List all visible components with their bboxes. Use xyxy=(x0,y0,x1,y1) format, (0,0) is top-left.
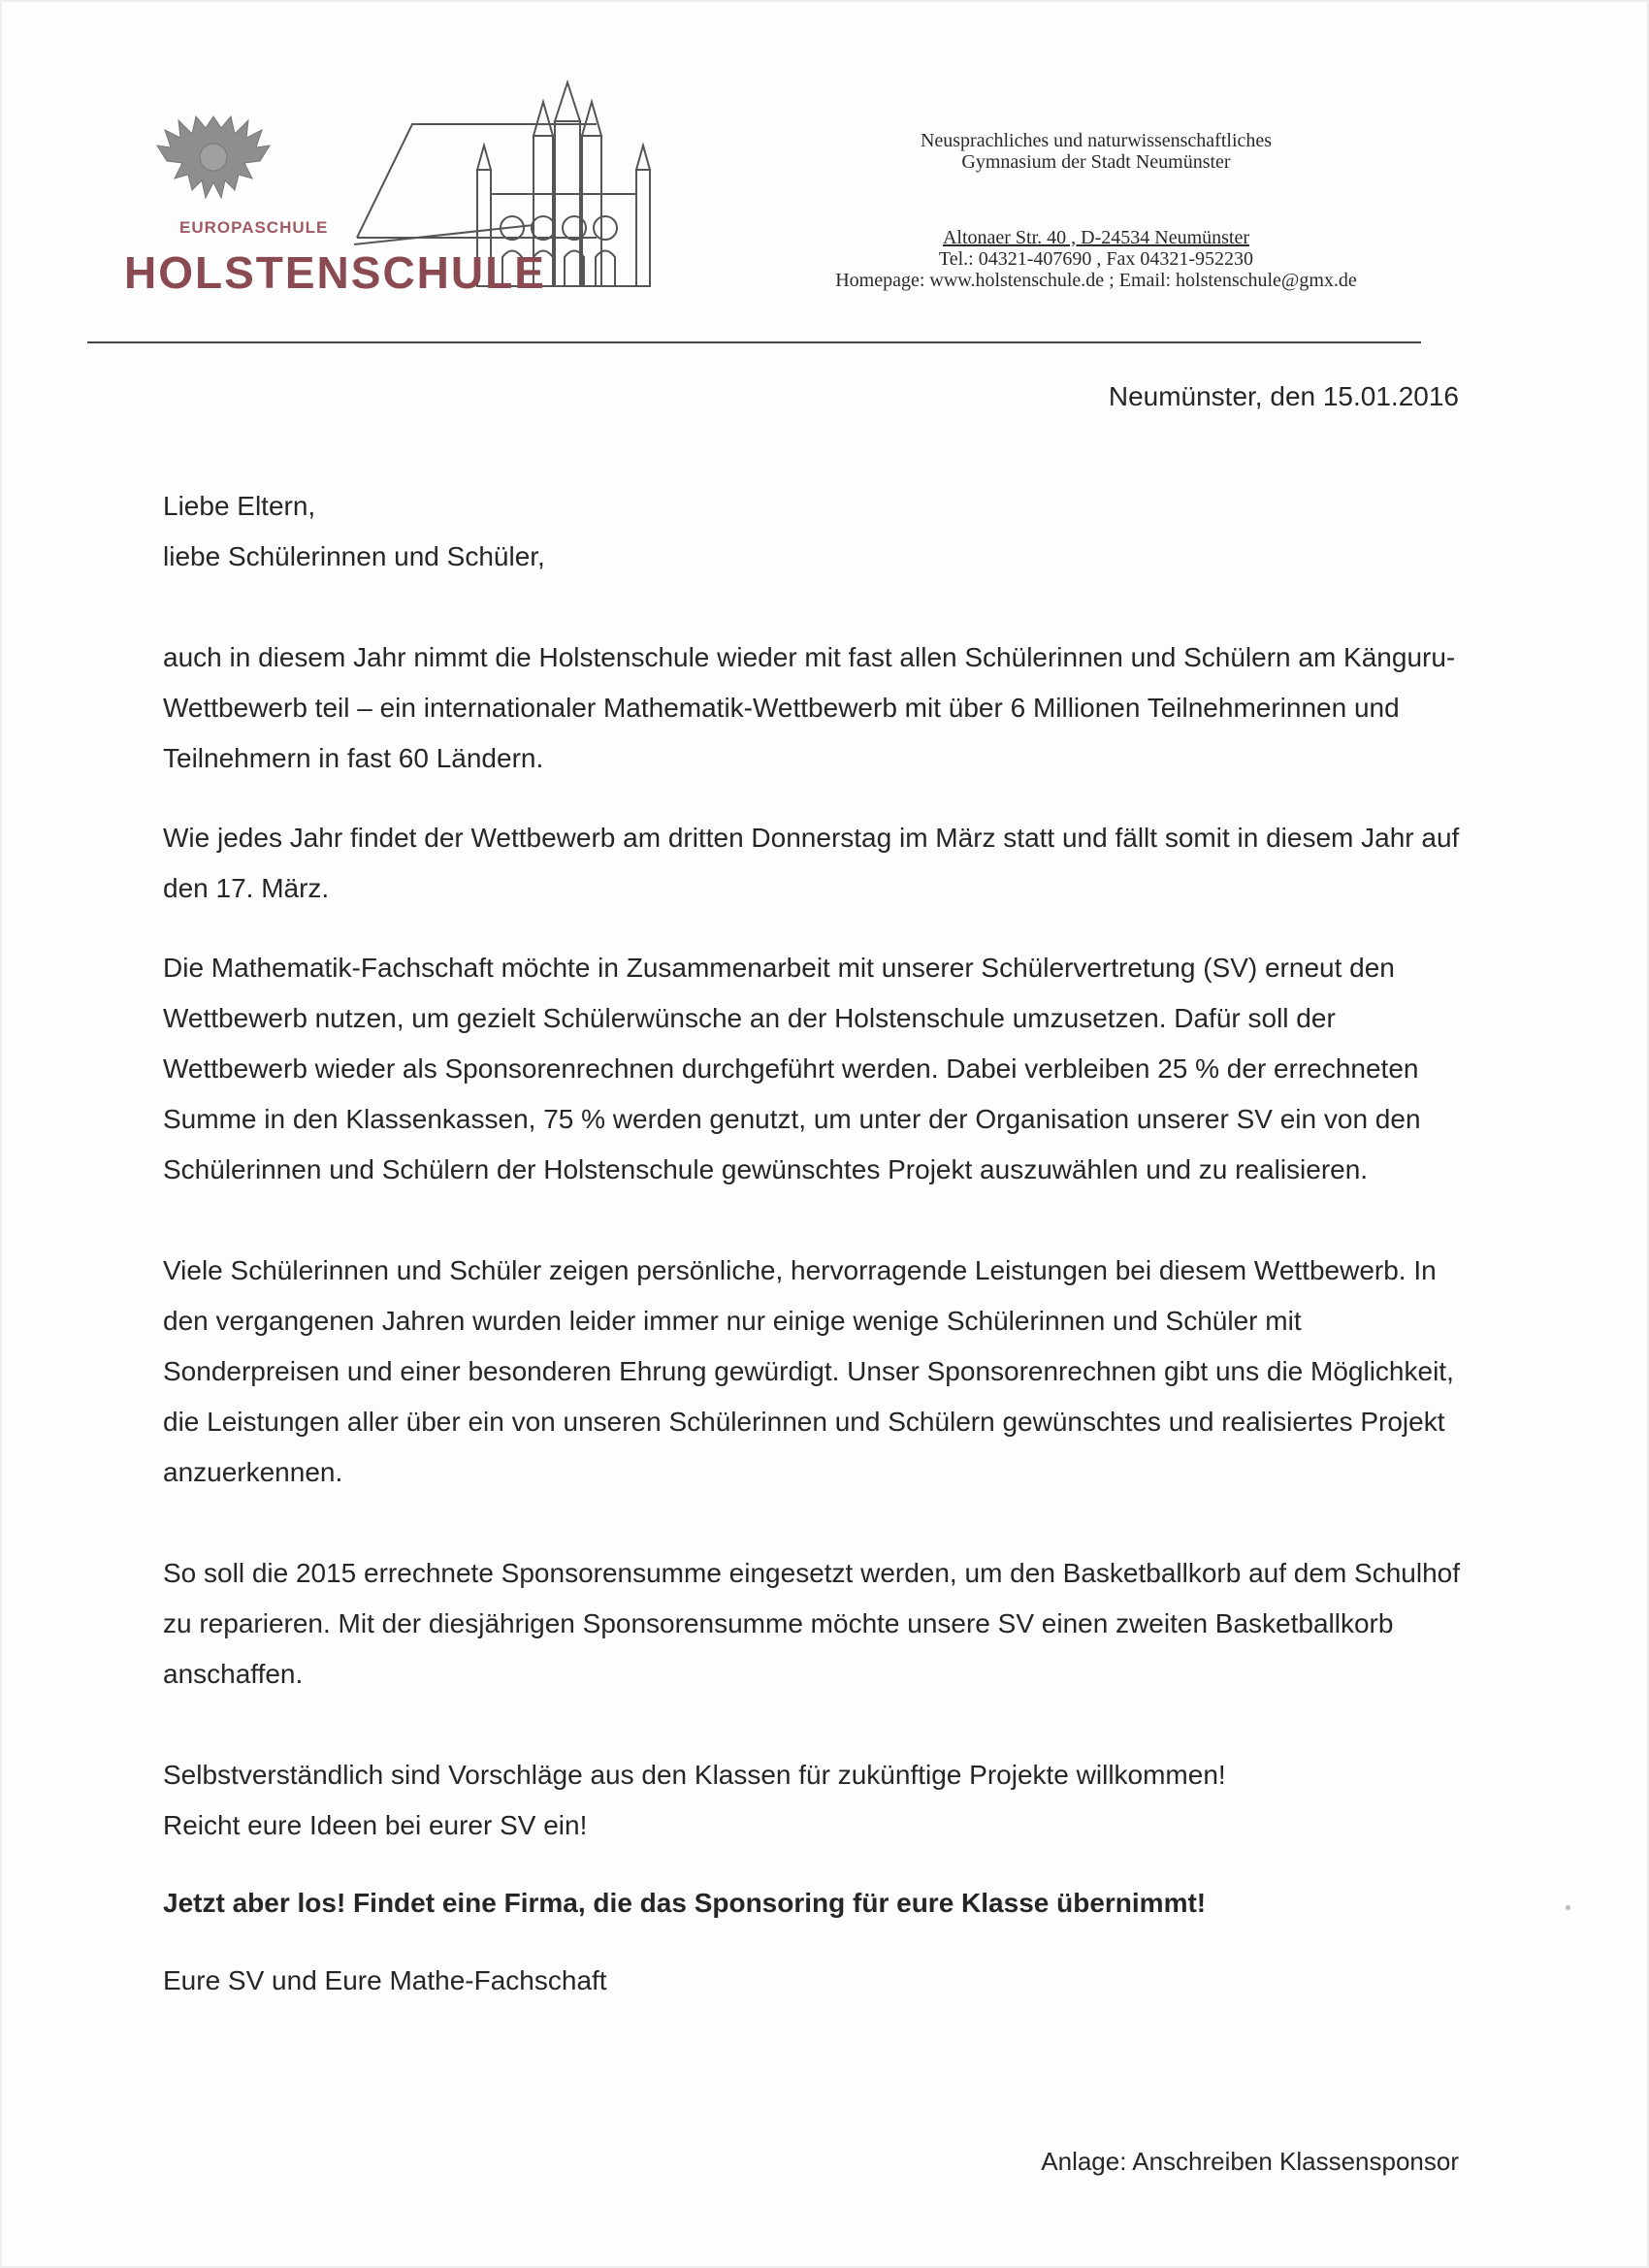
paragraph-7: Reicht eure Ideen bei eurer SV ein! xyxy=(163,1810,588,1840)
salutation-2: liebe Schülerinnen und Schüler, xyxy=(163,541,545,571)
paragraph-3: Die Mathematik-Fachschaft möchte in Zusammenarbeit mit unserer Schülervertretung (SV) erneut den Wettbewerb nutzen, um gezielt Schülerwünsche an der Holstenschule umzusetzen. Dafür soll der Wettbewerb wieder als Sponsorenrechnen durchgeführt werden. Dabei verbleiben 25 % der errechneten Summe in den Klassenkassen, 75 % werden genutzt, um unter der Organisation unserer SV ein von den Schülerinnen und Schülern der Holstenschule gewünschtes Projekt auszuwählen und zu realisieren. xyxy=(163,953,1421,1184)
school-name: HOLSTENSCHULE xyxy=(124,247,546,298)
letterhead-logo xyxy=(116,78,718,320)
eagle-crest-icon xyxy=(157,116,270,198)
paragraph-1: auch in diesem Jahr nimmt die Holstenschule wieder mit fast allen Schülerinnen und Schülern am Känguru-Wettbewerb teil – ein internationaler Mathematik-Wettbewerb mit über 6 Millionen Teilnehmerinnen und Teilnehmern in fast 60 Ländern. xyxy=(163,642,1456,773)
school-type-line-1: Neusprachliches und naturwissenschaftliches xyxy=(920,130,1273,151)
paragraph-2: Wie jedes Jahr findet der Wettbewerb am dritten Donnerstag im März statt und fällt somit in diesem Jahr auf den 17. März. xyxy=(163,823,1460,903)
attachment-note: Anlage: Anschreiben Klassensponsor xyxy=(1041,2147,1459,2176)
school-type-line-2: Gymnasium der Stadt Neumünster xyxy=(961,151,1231,173)
letter-date: Neumünster, den 15.01.2016 xyxy=(1108,381,1459,411)
letter-body xyxy=(163,481,1468,2006)
paragraph-6: Selbstverständlich sind Vorschläge aus den Klassen für zukünftige Projekte willkommen! xyxy=(163,1760,1226,1790)
closing: Eure SV und Eure Mathe-Fachschaft xyxy=(163,1965,607,1995)
address-text: Altonaer Str. 40 , D-24534 Neumünster xyxy=(942,227,1250,248)
contact-block xyxy=(776,130,1416,291)
address-line xyxy=(776,227,1416,248)
paragraph-5: So soll die 2015 errechnete Sponsorensumme eingesetzt werden, um den Basketballkorb auf dem Schulhof zu reparieren. Mit der diesjährigen Sponsorensumme möchte unsere SV einen zweiten Basketballkorb anschaffen. xyxy=(163,1558,1461,1689)
web-line: Homepage: www.holstenschule.de ; Email: holstenschule@gmx.de xyxy=(835,270,1357,291)
paragraph-4: Viele Schülerinnen und Schüler zeigen persönliche, hervorragende Leistungen bei diesem Wettbewerb. In den vergangenen Jahren wurden leider immer nur einige wenige Schülerinnen und Schüler mit Sonderpreisen und einer besonderen Ehrung gewürdigt. Unser Sponsorenrechnen gibt uns die Möglichkeit, die Leistungen aller über ein von unseren Schülerinnen und Schülern gewünschtes und realisiertes Projekt anzuerkennen. xyxy=(163,1255,1454,1487)
scan-speck xyxy=(1566,1905,1570,1910)
header-divider xyxy=(87,341,1421,343)
salutation-1: Liebe Eltern, xyxy=(163,491,316,521)
phone-line: Tel.: 04321-407690 , Fax 04321-952230 xyxy=(938,248,1254,270)
call-to-action: Jetzt aber los! Findet eine Firma, die das Sponsoring für eure Klasse übernimmt! xyxy=(163,1888,1207,1918)
europaschule-tag: EUROPASCHULE xyxy=(179,218,329,237)
